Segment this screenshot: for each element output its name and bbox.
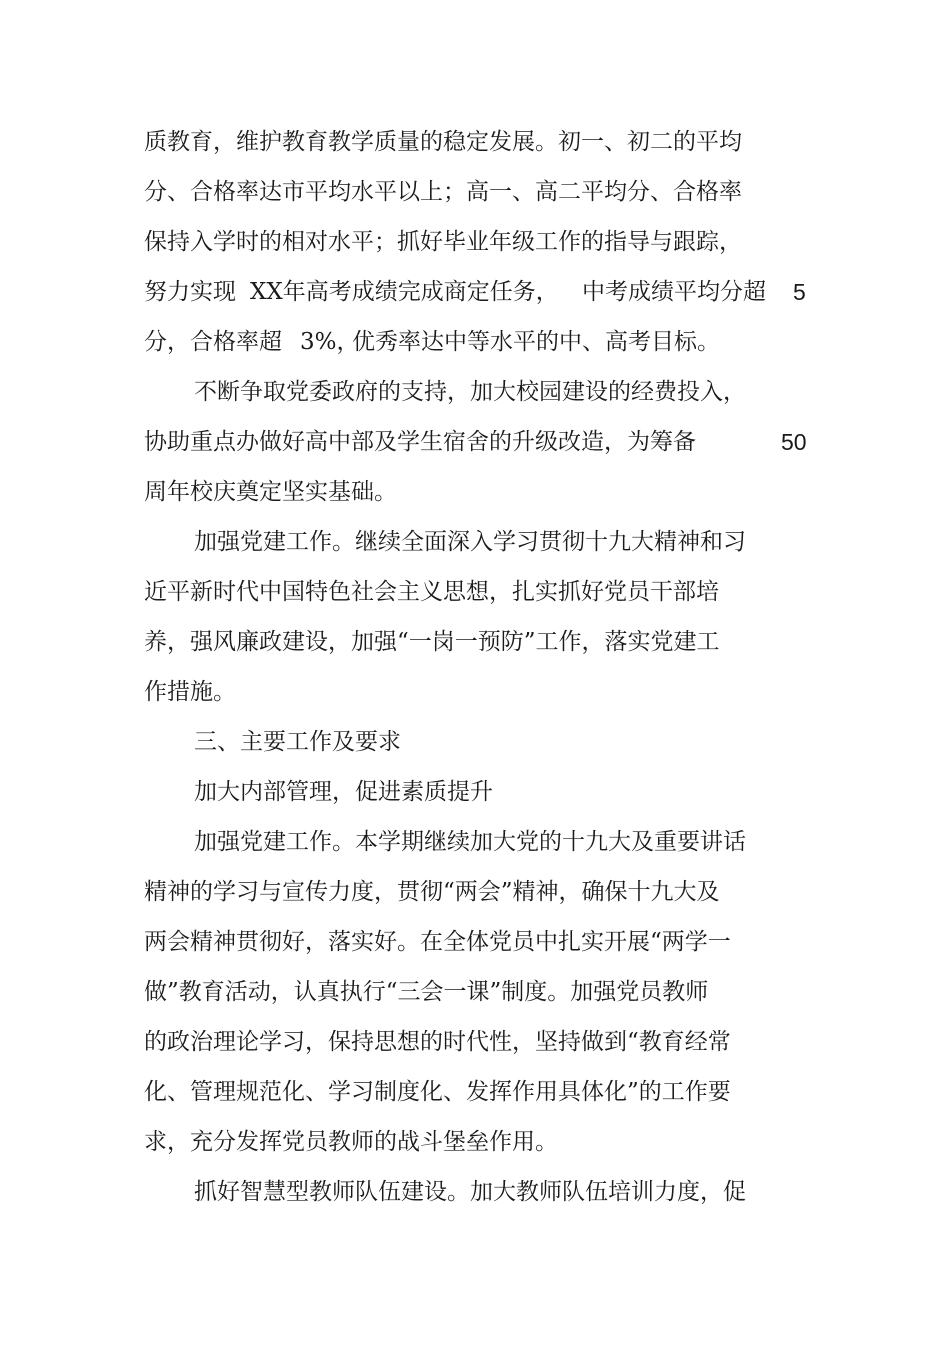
text-run: 抓好智慧型教师队伍建设。加大教师队伍培训力度，促 [194, 1179, 746, 1205]
text-run: 求，充分发挥党员教师的战斗堡垒作用。 [144, 1129, 558, 1155]
text-line [144, 477, 397, 507]
number-run: 50 [781, 429, 807, 455]
subsection-heading [194, 777, 493, 807]
text-line [144, 927, 731, 957]
text-run: 中考成绩平均分超 [582, 279, 766, 305]
text-line [144, 127, 742, 157]
text-line [144, 177, 742, 207]
text-line [144, 1027, 731, 1057]
text-line [194, 377, 746, 407]
text-run: 加大内部管理，促进素质提升 [194, 779, 493, 805]
text-run: 努力实现 [144, 279, 236, 305]
text-run: 做”教育活动，认真执行“三会一课”制度。加强党员教师 [144, 979, 709, 1005]
text-run: 3%， [300, 329, 360, 355]
text-line [144, 577, 719, 607]
text-run: 分、合格率达市平均水平以上；高一、高二平均分、合格率 [144, 179, 742, 205]
text-run: 周年校庆奠定坚实基础。 [144, 479, 397, 505]
text-run: 精神的学习与宣传力度，贯彻“两会”精神，确保十九大及 [144, 879, 720, 905]
number-run: 5 [793, 279, 806, 305]
text-run: 不断争取党委政府的支持，加大校园建设的经费投入， [194, 379, 746, 405]
text-run: 加强党建工作。本学期继续加大党的十九大及重要讲话 [194, 829, 746, 855]
text-run: 加强党建工作。继续全面深入学习贯彻十九大精神和习 [194, 529, 746, 555]
text-line [144, 977, 708, 1007]
text-run: 优秀率达中等水平的中、高考目标。 [352, 329, 720, 355]
text-line [144, 1127, 558, 1157]
text-run: 分，合格率超 [144, 329, 282, 355]
text-line [144, 227, 742, 257]
text-run: 化、管理规范化、学习制度化、发挥作用具体化”的工作要 [144, 1079, 731, 1105]
text-run: XX年高考成绩完成商定任务， [250, 279, 559, 305]
text-line [144, 877, 720, 907]
text-run: 的政治理论学习，保持思想的时代性，坚持做到“教育经常 [144, 1029, 731, 1055]
text-run: 养，强风廉政建设，加强“一岗一预防”工作，落实党建工 [144, 629, 720, 655]
text-run: 保持入学时的相对水平；抓好毕业年级工作的指导与跟踪， [144, 229, 742, 255]
text-run: 质教育，维护教育教学质量的稳定发展。初一、初二的平均 [144, 129, 742, 155]
text-line [194, 527, 746, 557]
text-run: 作措施。 [144, 679, 236, 705]
text-line [144, 627, 720, 657]
text-line [144, 1077, 731, 1107]
text-run: 两会精神贯彻好，落实好。在全体党员中扎实开展“两学一 [144, 929, 731, 955]
text-run: 近平新时代中国特色社会主义思想，扎实抓好党员干部培 [144, 579, 719, 605]
text-line [194, 1177, 746, 1207]
text-line [144, 677, 236, 707]
text-run: 协助重点办做好高中部及学生宿舍的升级改造，为筹备 [144, 429, 696, 455]
text-line [194, 827, 746, 857]
text-run: 三、主要工作及要求 [194, 729, 401, 755]
section-heading [194, 727, 401, 757]
